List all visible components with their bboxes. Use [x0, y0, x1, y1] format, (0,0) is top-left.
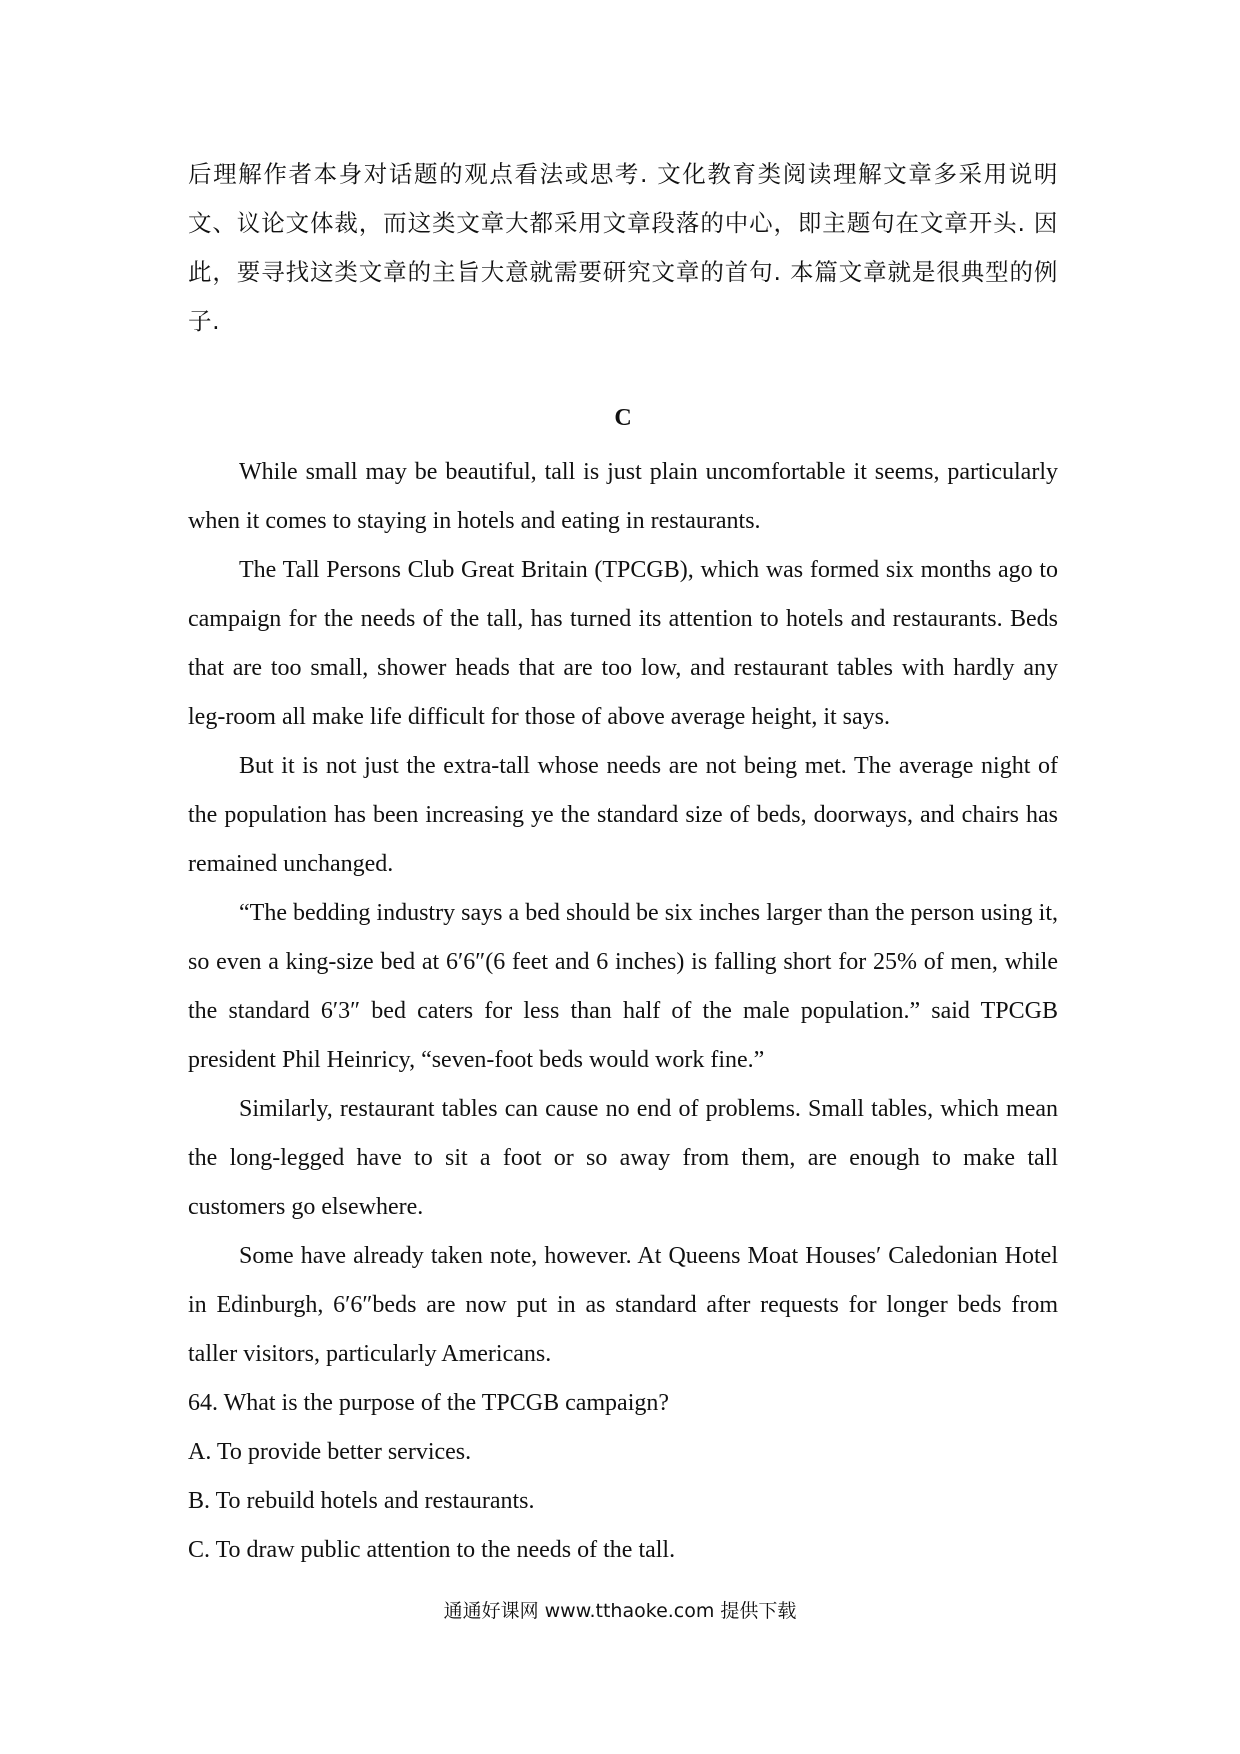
passage-paragraph: The Tall Persons Club Great Britain (TPCGB), which was formed six months ago to campaign for the needs of the tall, has turned its attention to hotels and restaurants. Beds that are too small, shower heads that are too low, and restaurant tables with hardly any leg-room all make life difficult for those of above average height, it says. — [188, 557, 1058, 730]
document-page — [188, 150, 1058, 1563]
section-heading: C — [614, 405, 632, 431]
passage-paragraph: Similarly, restaurant tables can cause no end of problems. Small tables, which mean the long-legged have to sit a foot or so away from them, are enough to make tall customers go elsewhere. — [188, 1096, 1058, 1220]
option-c: C. To draw public attention to the needs of the tall. — [188, 1537, 676, 1563]
chinese-analysis-text: 后理解作者本身对话题的观点看法或思考. 文化教育类阅读理解文章多采用说明文、议论文体裁，而这类文章大都采用文章段落的中心，即主题句在文章开头. 因此，要寻找这类文章的主旨大意就需要研究文章的首句. 本篇文章就是很典型的例子. — [188, 160, 1058, 335]
passage-body — [188, 448, 1058, 1575]
passage-paragraph: But it is not just the extra-tall whose needs are not being met. The average night of the population has been increasing ye the standard size of beds, doorways, and chairs has remained unchanged. — [188, 753, 1058, 877]
passage-paragraph: “The bedding industry says a bed should be six inches larger than the person using it, so even a king-size bed at 6′6″(6 feet and 6 inches) is falling short for 25% of men, while the standard 6′3″ bed caters for less than half of the male population.” said TPCGB president Phil Heinricy, “seven-foot beds would work fine.” — [188, 900, 1058, 1073]
question-64: 64. What is the purpose of the TPCGB campaign? — [188, 1390, 670, 1416]
passage-paragraph: Some have already taken note, however. At Queens Moat Houses′ Caledonian Hotel in Edinburgh, 6′6″beds are now put in as standard after requests for longer beds from taller visitors, particularly Americans. — [188, 1243, 1058, 1367]
passage-paragraph: While small may be beautiful, tall is just plain uncomfortable it seems, particularly when it comes to staying in hotels and eating in restaurants. — [188, 459, 1058, 534]
footer-watermark: 通通好课网 www.tthaoke.com 提供下载 — [443, 1600, 797, 1622]
option-b: B. To rebuild hotels and restaurants. — [188, 1488, 535, 1514]
option-a: A. To provide better services. — [188, 1439, 472, 1465]
